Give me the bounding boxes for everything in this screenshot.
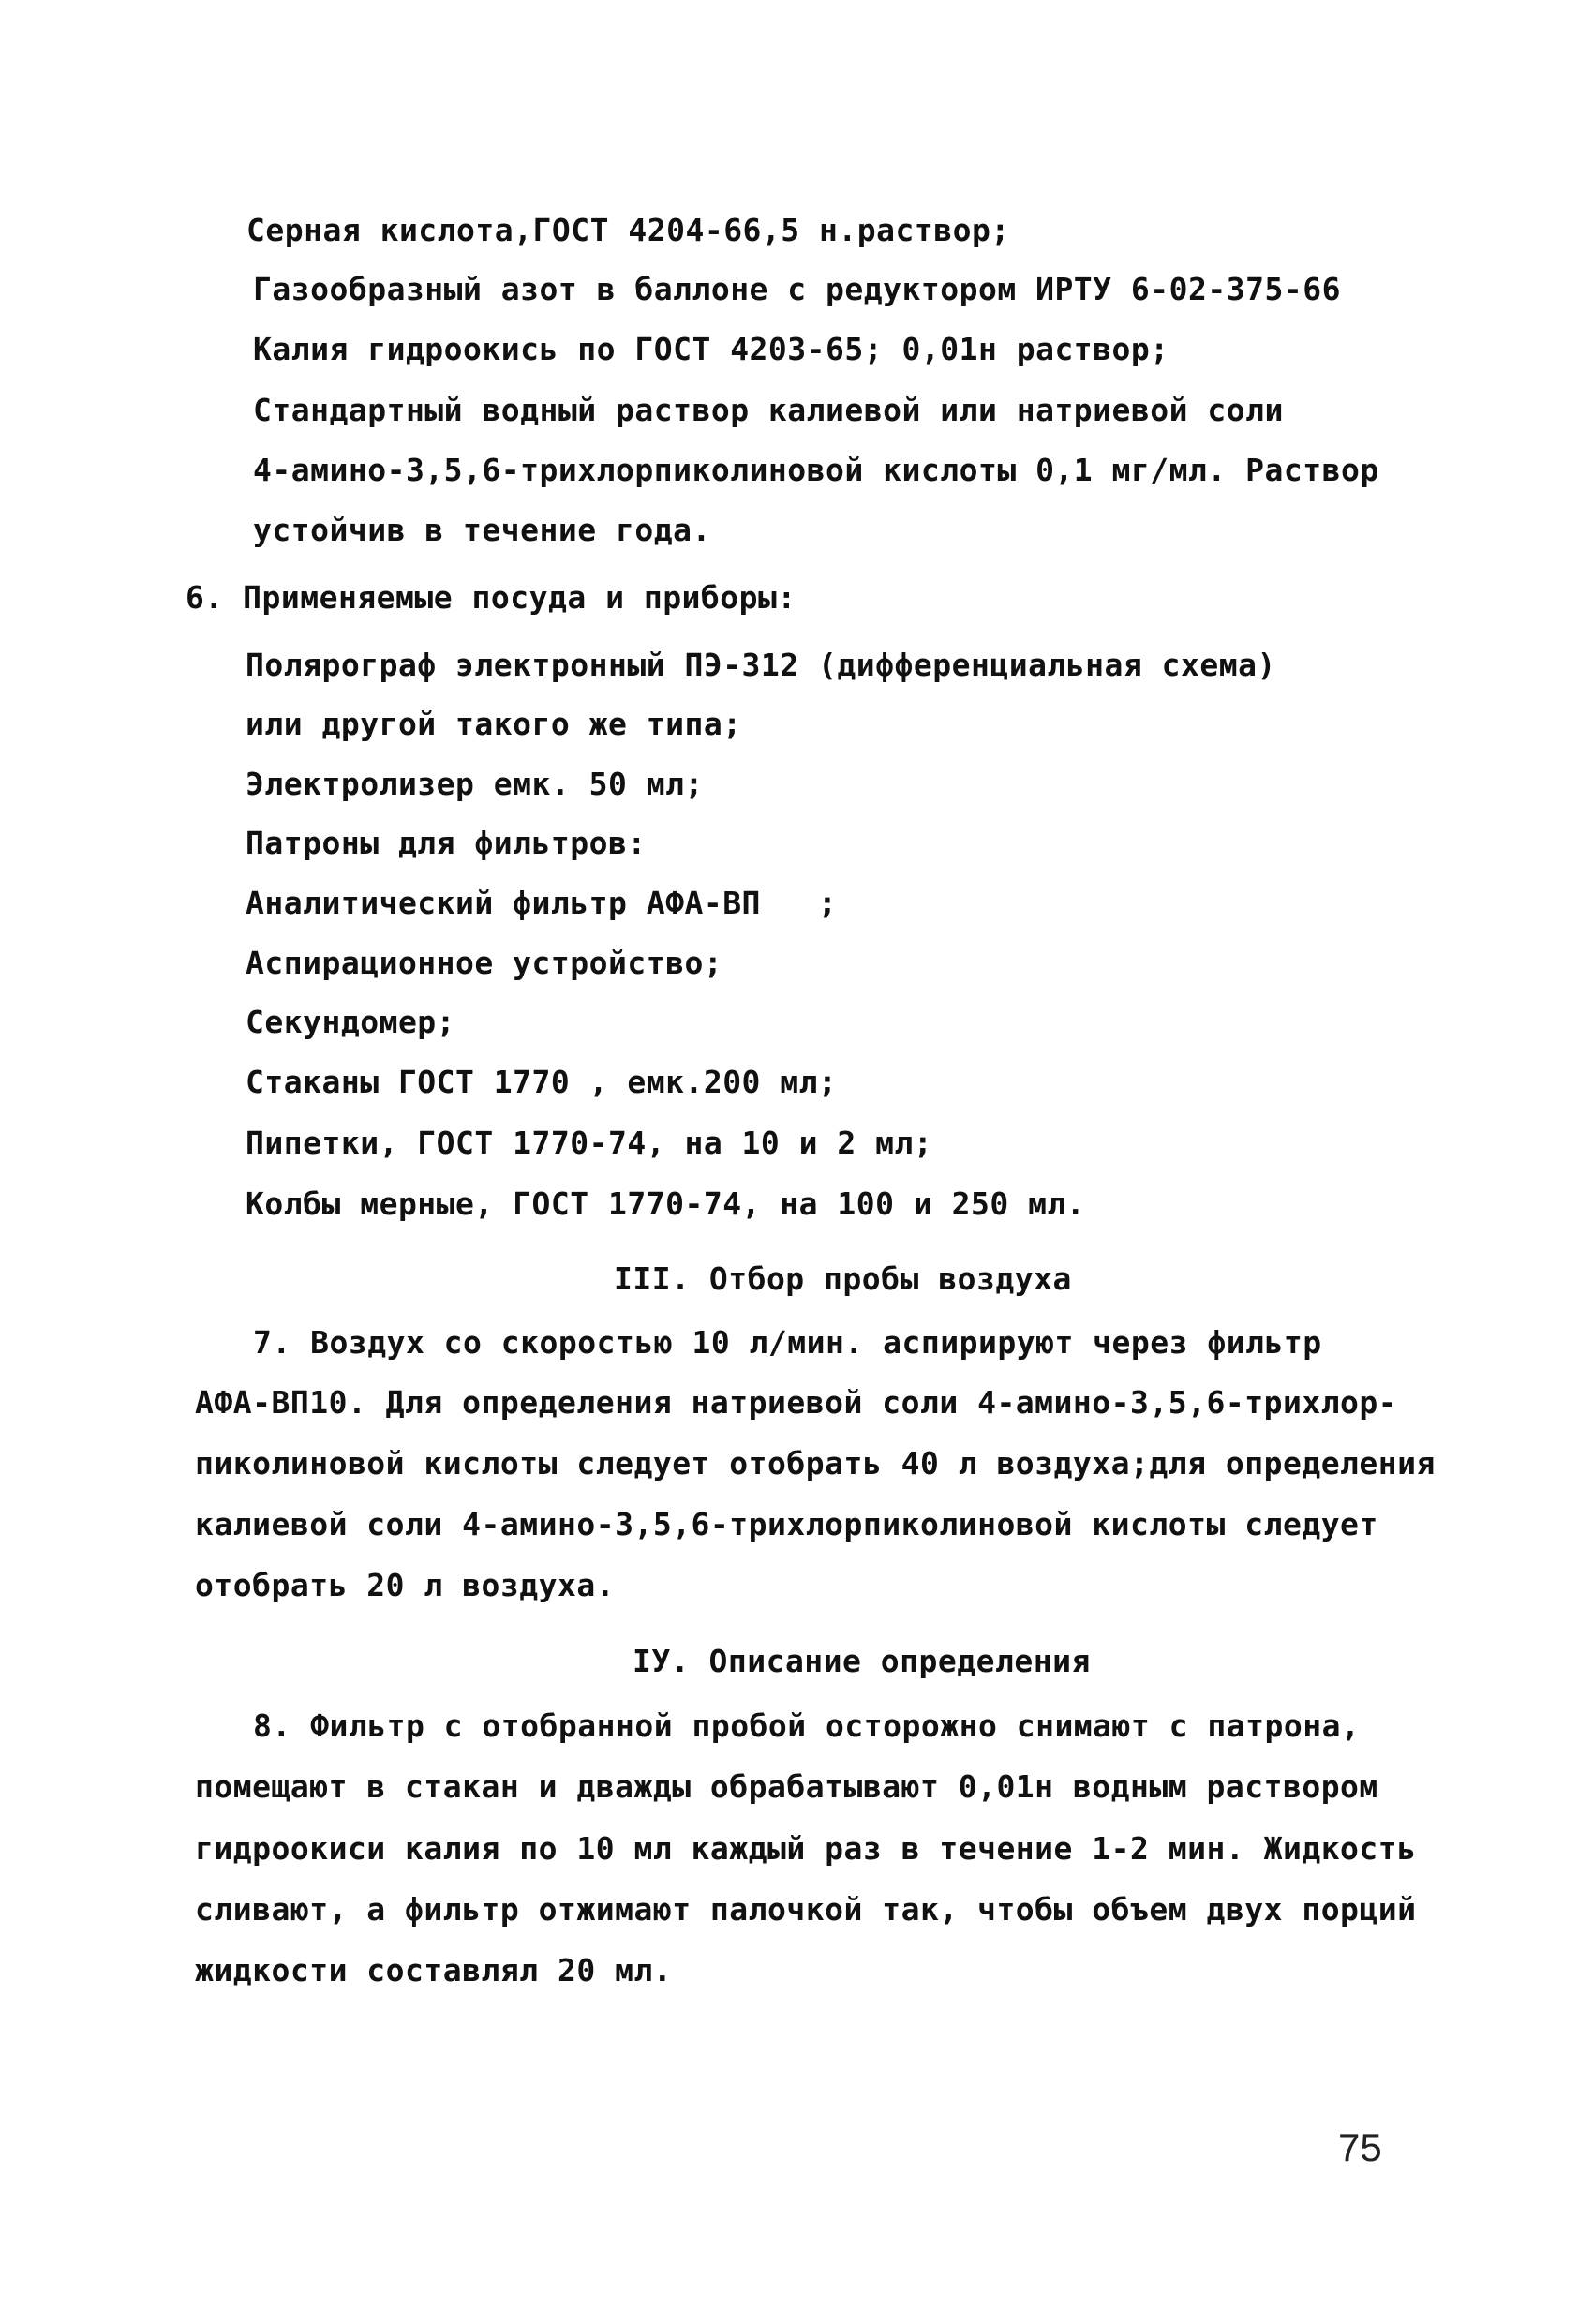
reagent-line: Газообразный азот в баллоне с редуктором ИРТУ 6-02-375-66 (253, 271, 1341, 307)
paragraph-line: пиколиновой кислоты следует отобрать 40 л воздуха;для определения (195, 1445, 1436, 1482)
equipment-item: Электролизер емк. 50 мл; (246, 766, 704, 802)
paragraph-line: жидкости составлял 20 мл. (195, 1952, 673, 1989)
reagent-line: Стандартный водный раствор калиевой или натриевой соли (253, 392, 1284, 428)
section-heading: IУ. Описание определения (633, 1643, 1091, 1679)
paragraph-line: помещают в стакан и дважды обрабатывают 0,01н водным раствором (195, 1768, 1378, 1805)
equipment-item: Патроны для фильтров: (246, 825, 647, 861)
reagent-line: Серная кислота,ГОСТ 4204-66,5 н.раствор; (246, 212, 1010, 248)
equipment-item: Секундомер; (246, 1004, 456, 1040)
equipment-item: Стаканы ГОСТ 1770 , емк.200 мл; (246, 1064, 838, 1100)
section-heading: III. Отбор пробы воздуха (614, 1260, 1072, 1297)
equipment-item: Аспирационное устройство; (246, 945, 723, 981)
paragraph-line: 7. Воздух со скоростью 10 л/мин. аспирируют через фильтр (253, 1324, 1322, 1361)
reagent-line: устойчив в течение года. (253, 512, 711, 548)
paragraph-line: АФА-ВП10. Для определения натриевой соли 4-амино-3,5,6-трихлор- (195, 1384, 1398, 1421)
paragraph-line: калиевой соли 4-амино-3,5,6-трихлорпиколиновой кислоты следует (195, 1506, 1378, 1542)
equipment-item: Колбы мерные, ГОСТ 1770-74, на 100 и 250 мл. (246, 1185, 1086, 1222)
paragraph-line: сливают, а фильтр отжимают палочкой так, чтобы объем двух порций (195, 1891, 1417, 1928)
paragraph-line: гидроокиси калия по 10 мл каждый раз в течение 1-2 мин. Жидкость (195, 1830, 1417, 1867)
reagent-line: 4-амино-3,5,6-трихлорпиколиновой кислоты 0,1 мг/мл. Раствор (253, 452, 1379, 488)
equipment-item: Полярограф электронный ПЭ-312 (дифференциальная схема) (246, 647, 1276, 683)
equipment-item: или другой такого же типа; (246, 706, 742, 742)
page-number: 75 (1338, 2125, 1382, 2169)
reagent-line: Калия гидроокись по ГОСТ 4203-65; 0,01н раствор; (253, 331, 1169, 367)
paragraph-line: отобрать 20 л воздуха. (195, 1567, 616, 1603)
equipment-title: 6. Применяемые посуда и приборы: (186, 579, 796, 616)
equipment-item: Аналитический фильтр АФА-ВП ; (246, 885, 838, 921)
paragraph-line: 8. Фильтр с отобранной пробой осторожно снимают с патрона, (253, 1707, 1361, 1744)
equipment-item: Пипетки, ГОСТ 1770-74, на 10 и 2 мл; (246, 1125, 933, 1161)
